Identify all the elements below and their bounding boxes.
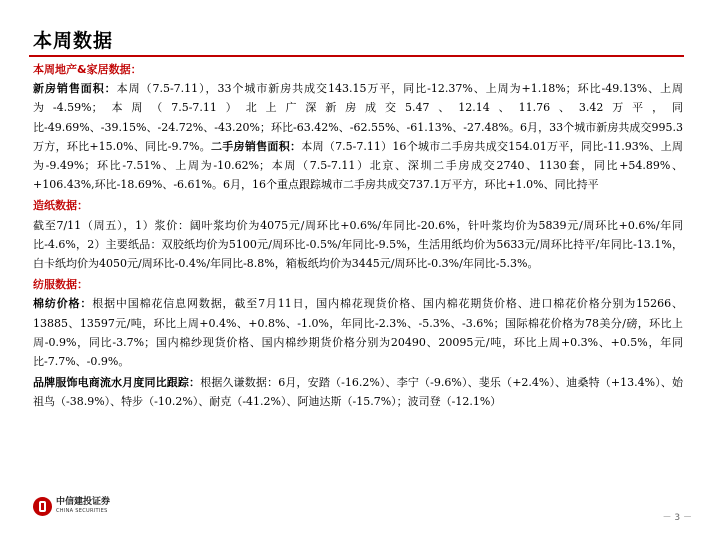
section-paragraph — [33, 79, 683, 194]
content-body — [33, 60, 683, 414]
paragraph-text: 根据久谦数据：6月，安踏（-16.2%）、李宁（-9.6%）、斐乐（+2.4%）、迪桑特（+13.4%）、始祖鸟（-38.9%）、特步（-10.2%）、耐克（-41.2%）、阿迪达斯（-15.7%）；波司登（-12.1%） — [33, 376, 683, 409]
logo-name-cn: 中信建投证券 — [56, 496, 111, 507]
section-paragraph — [33, 216, 683, 274]
paragraph-label: 新房销售面积： — [33, 82, 117, 96]
section-paragraph — [33, 294, 683, 371]
paragraph-text: 截至7/11（周五），1）浆价：阔叶浆均价为4075元/周环比+0.6%/年同比-20.6%，针叶浆均价为5839元/周环比+0.6%/年同比-4.6%，2）主要纸品：双胶纸均价为5100元/周环比-0.5%/年同比-9.5%，生活用纸均价为5633元/周环比持平/年同比-13.1%，白卡纸均价为4050元/周环比-0.4%/年同比-8.8%，箱板纸均价为3445元/周环比-0.3%/年同比-5.3%。 — [33, 218, 683, 271]
logo-text — [56, 498, 110, 516]
paragraph-text: 本周（7.5-7.11），33个城市新房共成交143.15万平，同比-12.37%、上周为+1.18%；环比-49.13%、上周为-4.59%；本周（7.5-7.11）北上广深新房成交5.47、12.14、11.76、3.42万平，同比-49.69%、-39.15%、-24.72%、-43.20%；环比-63.42%、-62.55%、-61.13%、-27.48%。6月，33个城市新房共成交995.3万方，环比+15.0%、同比-9.7%。 — [33, 82, 684, 153]
logo-name-en: CHINA SECURITIES — [56, 507, 108, 514]
paragraph-text: 本周（7.5-7.11）16个城市二手房共成交154.01万平，同比-11.93%、上周为-9.49%；环比-7.51%、上周为-10.62%；本周（7.5-7.11）北京、深圳二手房成交2740、1130套，同比+54.89%、+106.43%,环比-18.69%、-6.61%。6月，16个重点跟踪城市二手房共成交737.1万平方，环比+1.0%、同比持平 — [33, 139, 684, 192]
logo-icon — [33, 497, 52, 516]
page-number: － 3 － — [662, 513, 692, 523]
company-logo — [33, 497, 110, 516]
page-title: 本周数据 — [33, 30, 114, 52]
section-heading: 造纸数据： — [33, 199, 88, 213]
paragraph-label: 品牌服饰电商流水月度同比跟踪： — [33, 376, 201, 390]
section-heading: 纺服数据： — [33, 278, 88, 292]
section-paragraph — [33, 373, 683, 411]
paragraph-label: 棉纺价格： — [33, 297, 93, 311]
section-heading: 本周地产&家居数据： — [33, 63, 142, 76]
paragraph-text: 根据中国棉花信息网数据，截至7月11日，国内棉花现货价格、国内棉花期货价格、进口棉花价格分别为15266、13885、13597元/吨，环比上周+0.4%、+0.8%、-1.0%，年同比-2.3%、-5.3%、-3.6%；国际棉花价格为78美分/磅，环比上周-0.9%，同比-3.7%；国内棉纱现货价格、国内棉纱期货价格分别为20490、20095元/吨，环比上周+0.3%、+0.5%，年同比-7.7%、-0.9%。 — [33, 297, 683, 369]
title-divider — [29, 55, 684, 57]
paragraph-label: 二手房销售面积： — [210, 139, 302, 153]
